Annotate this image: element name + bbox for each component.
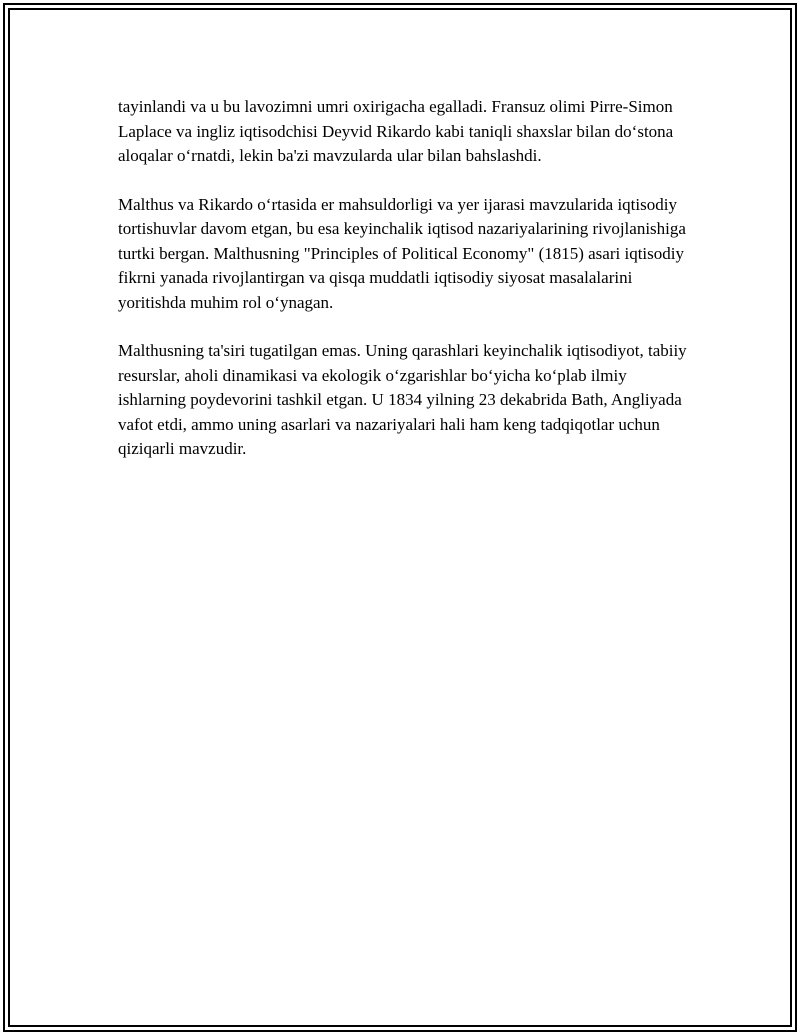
document-body [118, 95, 690, 486]
paragraph: Malthusning ta'siri tugatilgan emas. Uning qarashlari keyinchalik iqtisodiyot, tabiiy resurslar, aholi dinamikasi va ekologik oʻzgarishlar boʻyicha koʻplab ilmiy ishlarning poydevorini tashkil etgan. U 1834 yilning 23 dekabrida Bath, Angliyada vafot etdi, ammo uning asarlari va nazariyalari hali ham keng tadqiqotlar uchun qiziqarli mavzudir. [118, 341, 687, 458]
paragraph: tayinlandi va u bu lavozimni umri oxirigacha egalladi. Fransuz olimi Pirre-Simon Laplace va ingliz iqtisodchisi Deyvid Rikardo kabi taniqli shaxslar bilan doʻstona aloqalar oʻrnatdi, lekin ba'zi mavzularda ular bilan bahslashdi. [118, 97, 674, 165]
paragraph: Malthus va Rikardo oʻrtasida er mahsuldorligi va yer ijarasi mavzularida iqtisodiy tortishuvlar davom etgan, bu esa keyinchalik iqtisod nazariyalarining rivojlanishiga turtki bergan. Malthusning "Principles of Political Economy" (1815) asari iqtisodiy fikrni yanada rivojlantirgan va qisqa muddatli iqtisodiy siyosat masalalarini yoritishda muhim rol oʻynagan. [118, 194, 686, 312]
